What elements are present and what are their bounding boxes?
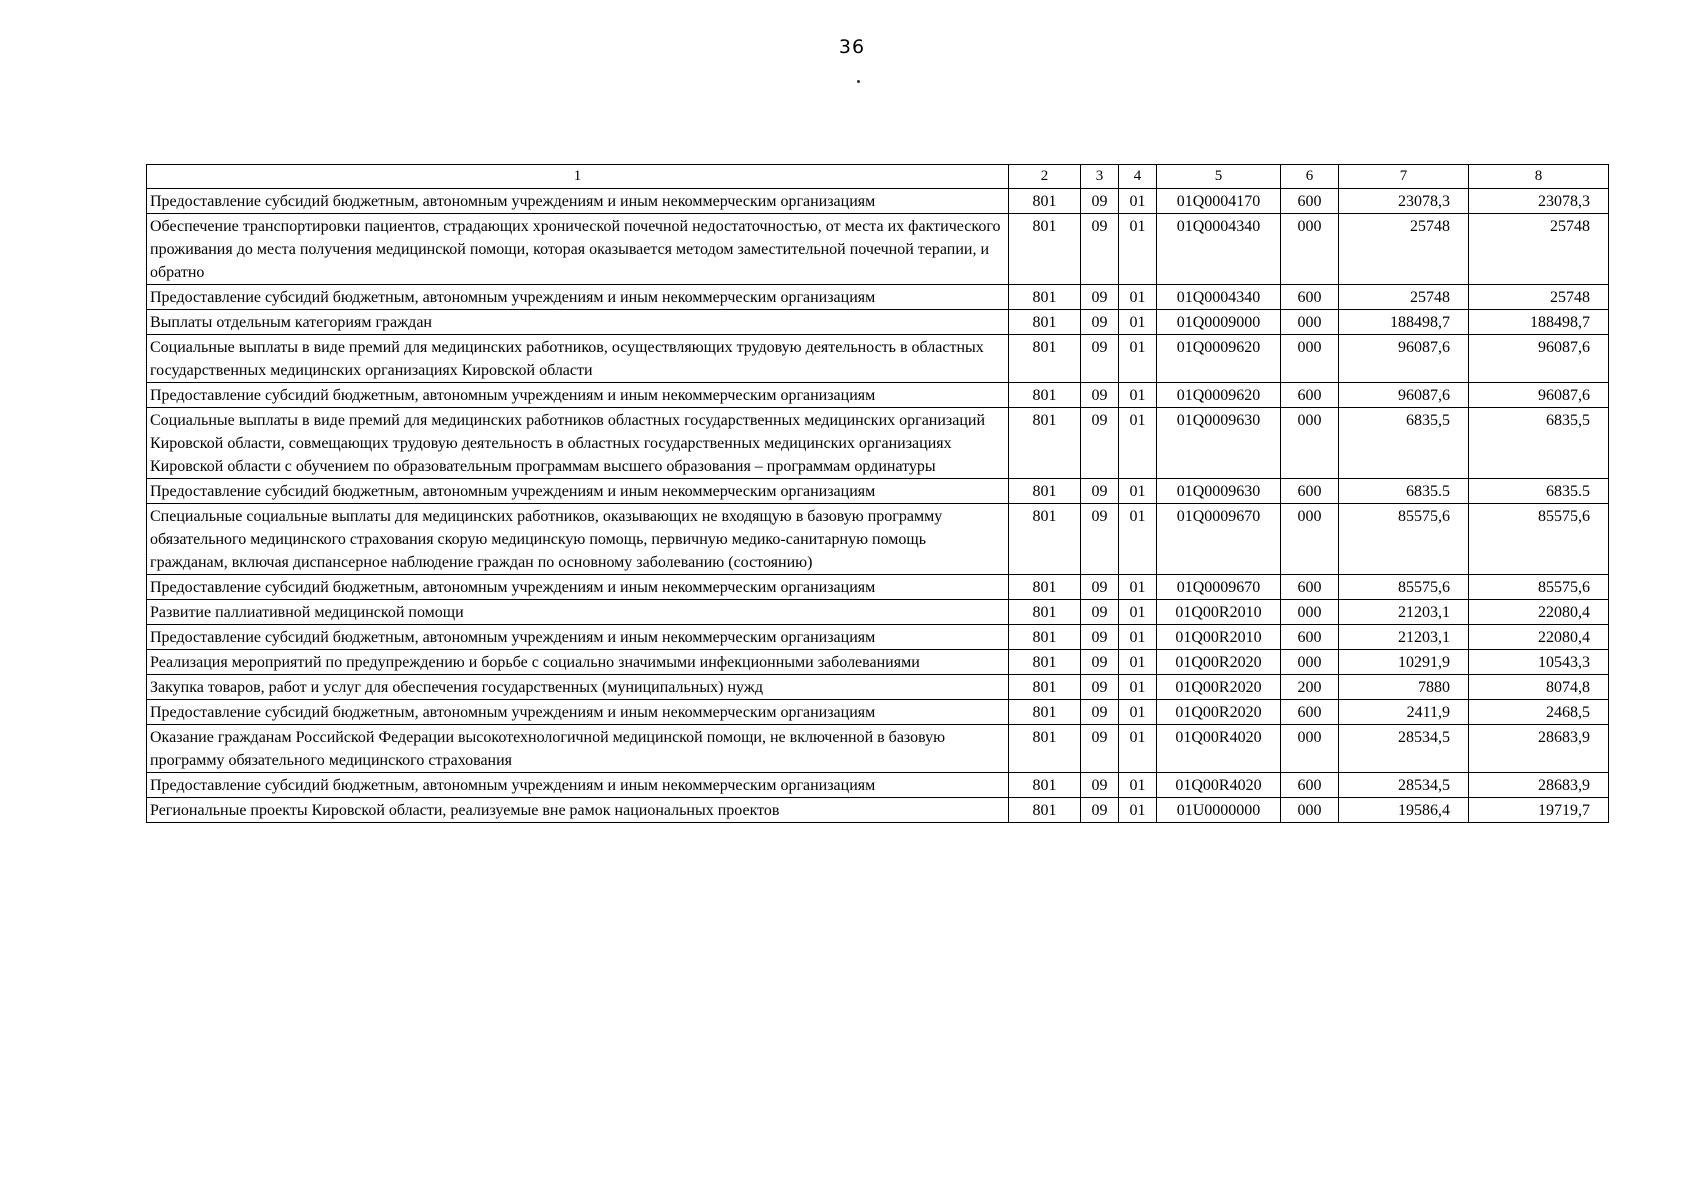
row-name: Реализация мероприятий по предупреждению и борьбе с социально значимыми инфекционными заболеваниями (147, 650, 1009, 675)
cell-section: 09 (1081, 383, 1119, 408)
cell-ministry: 801 (1009, 773, 1081, 798)
cell-amount-year-1: 96087,6 (1339, 383, 1469, 408)
cell-expense-type: 600 (1281, 383, 1339, 408)
cell-subsection: 01 (1119, 600, 1157, 625)
cell-ministry: 801 (1009, 650, 1081, 675)
table-row (147, 189, 1609, 214)
table-row (147, 700, 1609, 725)
row-name: Выплаты отдельным категориям граждан (147, 310, 1009, 335)
cell-ministry: 801 (1009, 310, 1081, 335)
cell-ministry: 801 (1009, 700, 1081, 725)
cell-target-article: 01Q0009000 (1157, 310, 1281, 335)
cell-ministry: 801 (1009, 285, 1081, 310)
cell-section: 09 (1081, 479, 1119, 504)
cell-amount-year-1: 188498,7 (1339, 310, 1469, 335)
col-header-2: 2 (1009, 165, 1081, 189)
cell-amount-year-2: 19719,7 (1469, 798, 1609, 823)
cell-amount-year-1: 23078,3 (1339, 189, 1469, 214)
cell-target-article: 01Q0009620 (1157, 335, 1281, 383)
cell-amount-year-2: 188498,7 (1469, 310, 1609, 335)
cell-ministry: 801 (1009, 504, 1081, 575)
cell-subsection: 01 (1119, 504, 1157, 575)
cell-amount-year-1: 25748 (1339, 214, 1469, 285)
cell-target-article: 01Q00R2020 (1157, 650, 1281, 675)
cell-amount-year-1: 6835,5 (1339, 408, 1469, 479)
cell-expense-type: 600 (1281, 479, 1339, 504)
cell-target-article: 01Q0009670 (1157, 504, 1281, 575)
row-name: Социальные выплаты в виде премий для медицинских работников областных государственных медицинских организаций Кировской области, совмещающих трудовую деятельность в областных государственных медицинских организациях Кировской области с обучением по образовательным программам высшего образования – программам ординатуры (147, 408, 1009, 479)
table-row (147, 575, 1609, 600)
cell-amount-year-2: 10543,3 (1469, 650, 1609, 675)
cell-amount-year-1: 96087,6 (1339, 335, 1469, 383)
cell-subsection: 01 (1119, 725, 1157, 773)
table-row (147, 725, 1609, 773)
cell-ministry: 801 (1009, 383, 1081, 408)
table-row (147, 600, 1609, 625)
cell-subsection: 01 (1119, 189, 1157, 214)
table-row (147, 479, 1609, 504)
cell-section: 09 (1081, 335, 1119, 383)
cell-amount-year-1: 7880 (1339, 675, 1469, 700)
cell-subsection: 01 (1119, 675, 1157, 700)
cell-section: 09 (1081, 725, 1119, 773)
cell-amount-year-2: 85575,6 (1469, 575, 1609, 600)
cell-amount-year-2: 25748 (1469, 285, 1609, 310)
cell-target-article: 01Q00R2010 (1157, 600, 1281, 625)
table-row (147, 504, 1609, 575)
row-name: Обеспечение транспортировки пациентов, страдающих хронической почечной недостаточностью, от места их фактического проживания до места получения медицинской помощи, которая оказывается методом заместительной почечной терапии, и обратно (147, 214, 1009, 285)
table-row (147, 798, 1609, 823)
cell-expense-type: 000 (1281, 725, 1339, 773)
cell-amount-year-1: 6835.5 (1339, 479, 1469, 504)
cell-section: 09 (1081, 504, 1119, 575)
cell-amount-year-2: 22080,4 (1469, 625, 1609, 650)
cell-subsection: 01 (1119, 625, 1157, 650)
cell-amount-year-1: 85575,6 (1339, 504, 1469, 575)
cell-section: 09 (1081, 214, 1119, 285)
cell-amount-year-1: 85575,6 (1339, 575, 1469, 600)
cell-expense-type: 000 (1281, 310, 1339, 335)
header-row (147, 165, 1609, 189)
col-header-6: 6 (1281, 165, 1339, 189)
row-name: Предоставление субсидий бюджетным, автономным учреждениям и иным некоммерческим организациям (147, 773, 1009, 798)
page-number: 36 (838, 36, 866, 58)
cell-section: 09 (1081, 310, 1119, 335)
cell-subsection: 01 (1119, 383, 1157, 408)
row-name: Развитие паллиативной медицинской помощи (147, 600, 1009, 625)
table-row (147, 383, 1609, 408)
cell-target-article: 01Q00R2020 (1157, 700, 1281, 725)
cell-ministry: 801 (1009, 798, 1081, 823)
cell-subsection: 01 (1119, 408, 1157, 479)
cell-subsection: 01 (1119, 479, 1157, 504)
cell-amount-year-1: 10291,9 (1339, 650, 1469, 675)
cell-expense-type: 600 (1281, 700, 1339, 725)
row-name: Предоставление субсидий бюджетным, автономным учреждениям и иным некоммерческим организациям (147, 479, 1009, 504)
cell-target-article: 01Q0009630 (1157, 408, 1281, 479)
col-header-1: 1 (147, 165, 1009, 189)
cell-subsection: 01 (1119, 285, 1157, 310)
table-row (147, 773, 1609, 798)
cell-subsection: 01 (1119, 335, 1157, 383)
cell-amount-year-1: 2411,9 (1339, 700, 1469, 725)
cell-amount-year-1: 28534,5 (1339, 725, 1469, 773)
table-row (147, 650, 1609, 675)
cell-expense-type: 600 (1281, 285, 1339, 310)
cell-target-article: 01Q00R4020 (1157, 725, 1281, 773)
cell-section: 09 (1081, 650, 1119, 675)
table-row (147, 625, 1609, 650)
cell-amount-year-2: 23078,3 (1469, 189, 1609, 214)
cell-amount-year-1: 19586,4 (1339, 798, 1469, 823)
row-name: Предоставление субсидий бюджетным, автономным учреждениям и иным некоммерческим организациям (147, 189, 1009, 214)
cell-section: 09 (1081, 675, 1119, 700)
row-name: Предоставление субсидий бюджетным, автономным учреждениям и иным некоммерческим организациям (147, 700, 1009, 725)
cell-target-article: 01U0000000 (1157, 798, 1281, 823)
cell-target-article: 01Q0004340 (1157, 285, 1281, 310)
cell-amount-year-1: 21203,1 (1339, 600, 1469, 625)
table-row (147, 335, 1609, 383)
row-name: Предоставление субсидий бюджетным, автономным учреждениям и иным некоммерческим организациям (147, 575, 1009, 600)
cell-expense-type: 600 (1281, 625, 1339, 650)
col-header-8: 8 (1469, 165, 1609, 189)
cell-amount-year-2: 22080,4 (1469, 600, 1609, 625)
budget-table (146, 164, 1609, 823)
row-name: Предоставление субсидий бюджетным, автономным учреждениям и иным некоммерческим организациям (147, 625, 1009, 650)
row-name: Закупка товаров, работ и услуг для обеспечения государственных (муниципальных) нужд (147, 675, 1009, 700)
table-row (147, 310, 1609, 335)
cell-target-article: 01Q00R4020 (1157, 773, 1281, 798)
table-row (147, 285, 1609, 310)
cell-subsection: 01 (1119, 700, 1157, 725)
cell-ministry: 801 (1009, 408, 1081, 479)
cell-expense-type: 000 (1281, 600, 1339, 625)
cell-section: 09 (1081, 700, 1119, 725)
cell-section: 09 (1081, 625, 1119, 650)
cell-expense-type: 000 (1281, 214, 1339, 285)
col-header-7: 7 (1339, 165, 1469, 189)
cell-ministry: 801 (1009, 335, 1081, 383)
cell-section: 09 (1081, 773, 1119, 798)
cell-ministry: 801 (1009, 600, 1081, 625)
cell-amount-year-2: 85575,6 (1469, 504, 1609, 575)
cell-ministry: 801 (1009, 214, 1081, 285)
cell-amount-year-1: 25748 (1339, 285, 1469, 310)
cell-amount-year-2: 28683,9 (1469, 725, 1609, 773)
row-name: Специальные социальные выплаты для медицинских работников, оказывающих не входящую в базовую программу обязательного медицинского страхования скорую медицинскую помощь, первичную медико-санитарную помощь гражданам, включая диспансерное наблюдение граждан по основному заболеванию (состоянию) (147, 504, 1009, 575)
cell-ministry: 801 (1009, 479, 1081, 504)
table-body (147, 189, 1609, 823)
cell-expense-type: 000 (1281, 335, 1339, 383)
cell-amount-year-2: 6835.5 (1469, 479, 1609, 504)
cell-target-article: 01Q00R2010 (1157, 625, 1281, 650)
row-name: Региональные проекты Кировской области, реализуемые вне рамок национальных проектов (147, 798, 1009, 823)
row-name: Оказание гражданам Российской Федерации высокотехнологичной медицинской помощи, не включенной в базовую программу обязательного медицинского страхования (147, 725, 1009, 773)
cell-amount-year-2: 96087,6 (1469, 383, 1609, 408)
cell-subsection: 01 (1119, 798, 1157, 823)
cell-expense-type: 600 (1281, 189, 1339, 214)
cell-expense-type: 600 (1281, 575, 1339, 600)
row-name: Предоставление субсидий бюджетным, автономным учреждениям и иным некоммерческим организациям (147, 285, 1009, 310)
cell-expense-type: 000 (1281, 650, 1339, 675)
col-header-5: 5 (1157, 165, 1281, 189)
cell-amount-year-1: 21203,1 (1339, 625, 1469, 650)
row-name: Предоставление субсидий бюджетным, автономным учреждениям и иным некоммерческим организациям (147, 383, 1009, 408)
cell-expense-type: 600 (1281, 773, 1339, 798)
row-name: Социальные выплаты в виде премий для медицинских работников, осуществляющих трудовую деятельность в областных государственных медицинских организациях Кировской области (147, 335, 1009, 383)
cell-section: 09 (1081, 408, 1119, 479)
cell-amount-year-2: 6835,5 (1469, 408, 1609, 479)
cell-amount-year-2: 96087,6 (1469, 335, 1609, 383)
cell-ministry: 801 (1009, 625, 1081, 650)
cell-amount-year-1: 28534,5 (1339, 773, 1469, 798)
cell-amount-year-2: 25748 (1469, 214, 1609, 285)
cell-section: 09 (1081, 575, 1119, 600)
table-row (147, 408, 1609, 479)
cell-subsection: 01 (1119, 575, 1157, 600)
cell-amount-year-2: 8074,8 (1469, 675, 1609, 700)
cell-amount-year-2: 28683,9 (1469, 773, 1609, 798)
cell-target-article: 01Q0009630 (1157, 479, 1281, 504)
col-header-3: 3 (1081, 165, 1119, 189)
cell-expense-type: 000 (1281, 408, 1339, 479)
cell-subsection: 01 (1119, 214, 1157, 285)
col-header-4: 4 (1119, 165, 1157, 189)
cell-target-article: 01Q0004170 (1157, 189, 1281, 214)
cell-target-article: 01Q00R2020 (1157, 675, 1281, 700)
cell-amount-year-2: 2468,5 (1469, 700, 1609, 725)
table-row (147, 214, 1609, 285)
cell-ministry: 801 (1009, 725, 1081, 773)
cell-expense-type: 000 (1281, 504, 1339, 575)
cell-section: 09 (1081, 600, 1119, 625)
scan-speck (857, 80, 860, 83)
cell-target-article: 01Q0004340 (1157, 214, 1281, 285)
cell-section: 09 (1081, 798, 1119, 823)
cell-expense-type: 200 (1281, 675, 1339, 700)
cell-subsection: 01 (1119, 650, 1157, 675)
cell-target-article: 01Q0009620 (1157, 383, 1281, 408)
cell-section: 09 (1081, 189, 1119, 214)
cell-subsection: 01 (1119, 310, 1157, 335)
cell-target-article: 01Q0009670 (1157, 575, 1281, 600)
cell-ministry: 801 (1009, 575, 1081, 600)
cell-subsection: 01 (1119, 773, 1157, 798)
cell-ministry: 801 (1009, 189, 1081, 214)
table-row (147, 675, 1609, 700)
cell-ministry: 801 (1009, 675, 1081, 700)
cell-section: 09 (1081, 285, 1119, 310)
cell-expense-type: 000 (1281, 798, 1339, 823)
